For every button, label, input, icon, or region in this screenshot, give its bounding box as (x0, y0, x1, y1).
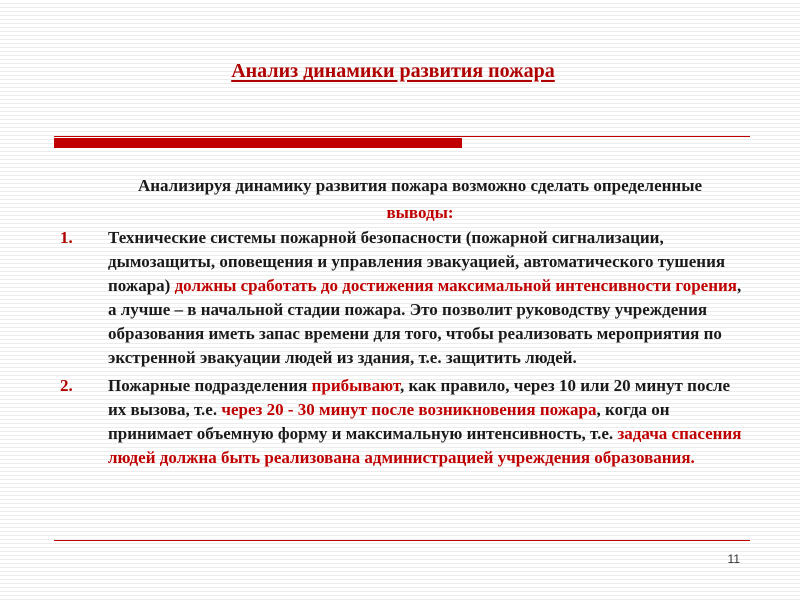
list-item-number: 1. (60, 228, 73, 247)
item-2-text-c: , когда он принимает объемную форму и максимальную интенсивность, т.е. (108, 400, 670, 443)
intro-text: Анализируя динамику развития пожара возможно сделать определенные (137, 176, 703, 195)
item-1-highlight: должны сработать до достижения максимальной интенсивности горения (174, 276, 737, 295)
item-2-highlight-a: прибывают (311, 376, 400, 395)
item-1-text-b: , а лучше – в начальной стадии пожара. Это позволит руководству учреждения образования иметь запас времени для того, чтобы реализовать мероприятия по экстренной эвакуации людей из здания, т.е. защитить людей. (108, 276, 742, 367)
page-number: 11 (727, 552, 740, 566)
divider-thin-top (54, 136, 750, 137)
divider-bottom (54, 540, 750, 541)
item-2-text-b: , как правило, через 10 или 20 минут после их вызова, т.е. (108, 376, 731, 419)
list-item (58, 226, 748, 370)
intro-paragraph (110, 172, 730, 226)
intro-highlight: выводы: (386, 203, 454, 222)
list-item-number: 2. (60, 376, 73, 395)
item-2-highlight-c: задача спасения людей должна быть реализована администрацией учреждения образования. (108, 424, 742, 467)
item-2-highlight-b: через 20 - 30 минут после возникновения пожара (221, 400, 597, 419)
slide-title: Анализ динамики развития пожара (231, 60, 555, 82)
divider-thick-bar (54, 138, 462, 148)
item-2-text-a: Пожарные подразделения (108, 376, 312, 395)
item-1-text-a: Технические системы пожарной безопасности (пожарной сигнализации, дымозащиты, оповещения и управления эвакуацией, автоматического тушения пожара) (108, 228, 726, 295)
conclusions-list (58, 226, 748, 474)
list-item (58, 374, 748, 470)
